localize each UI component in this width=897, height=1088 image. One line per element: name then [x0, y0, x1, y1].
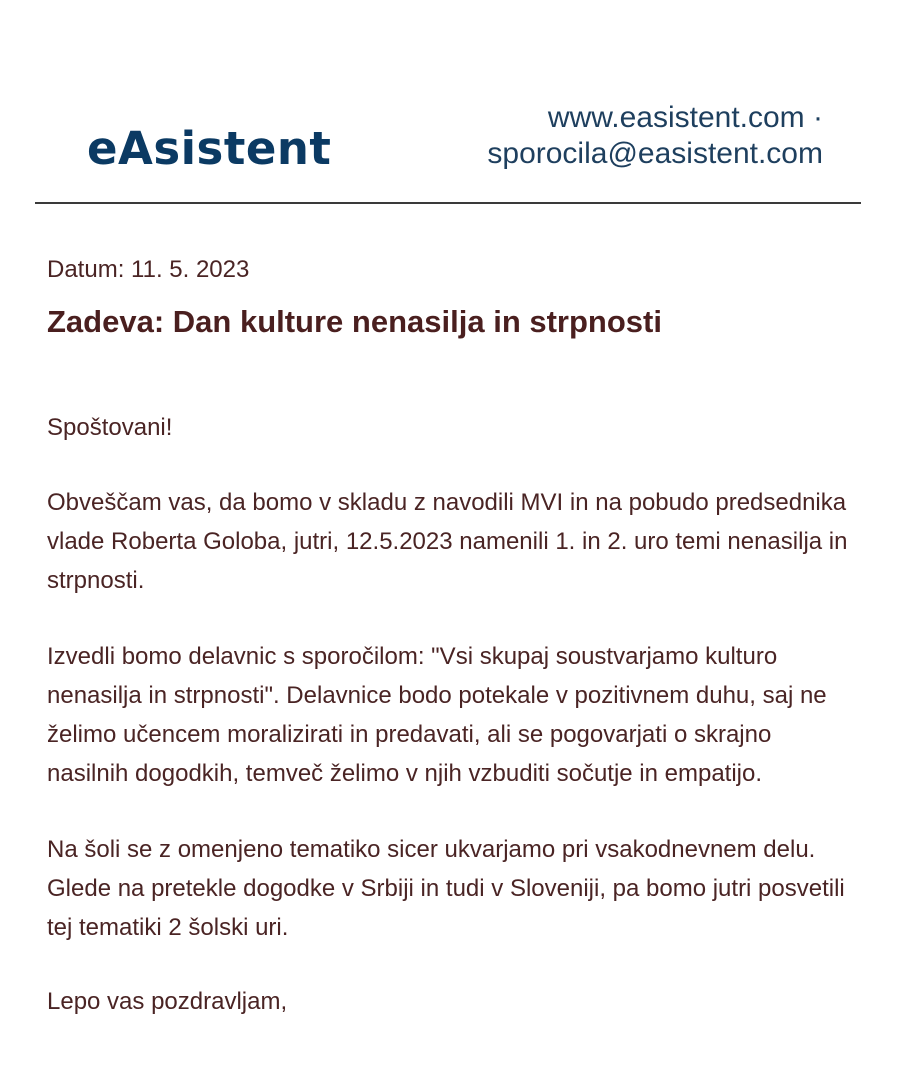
email-link[interactable]: sporocila@easistent.com — [487, 137, 823, 170]
easistent-logo: eAsistent — [87, 122, 332, 175]
paragraph-context: Na šoli se z omenjeno tematiko sicer ukvarjamo pri vsakodnevnem delu. Glede na pretekle dogodke v Srbiji in tudi v Sloveniji, pa bomo jutri posvetili tej tematiki 2 šolski uri. — [47, 836, 845, 941]
letter-date: Datum: 11. 5. 2023 — [47, 256, 250, 283]
letter-closing: Lepo vas pozdravljam, — [47, 988, 288, 1015]
paragraph-announcement: Obveščam vas, da bomo v skladu z navodili MVI in na pobudo predsednika vlade Roberta Goloba, jutri, 12.5.2023 namenili 1. in 2. uro temi nenasilja in strpnosti. — [47, 489, 848, 594]
paragraph-workshops: Izvedli bomo delavnic s sporočilom: "Vsi skupaj soustvarjamo kulturo nenasilja in strpnosti". Delavnice bodo potekale v pozitivnem duhu, saj ne želimo učencem moralizirati in predavati, ali se pogovarjati o skrajno nasilnih dogodkih, temveč želimo v njih vzbuditi sočutje in empatijo. — [47, 643, 827, 787]
website-link[interactable]: www.easistent.com · — [547, 101, 823, 134]
contact-info — [487, 100, 823, 172]
letter-body — [47, 252, 857, 1020]
letter-subject: Zadeva: Dan kulture nenasilja in strpnosti — [47, 304, 662, 339]
letter-header — [35, 0, 861, 204]
letter-greeting: Spoštovani! — [47, 414, 173, 441]
